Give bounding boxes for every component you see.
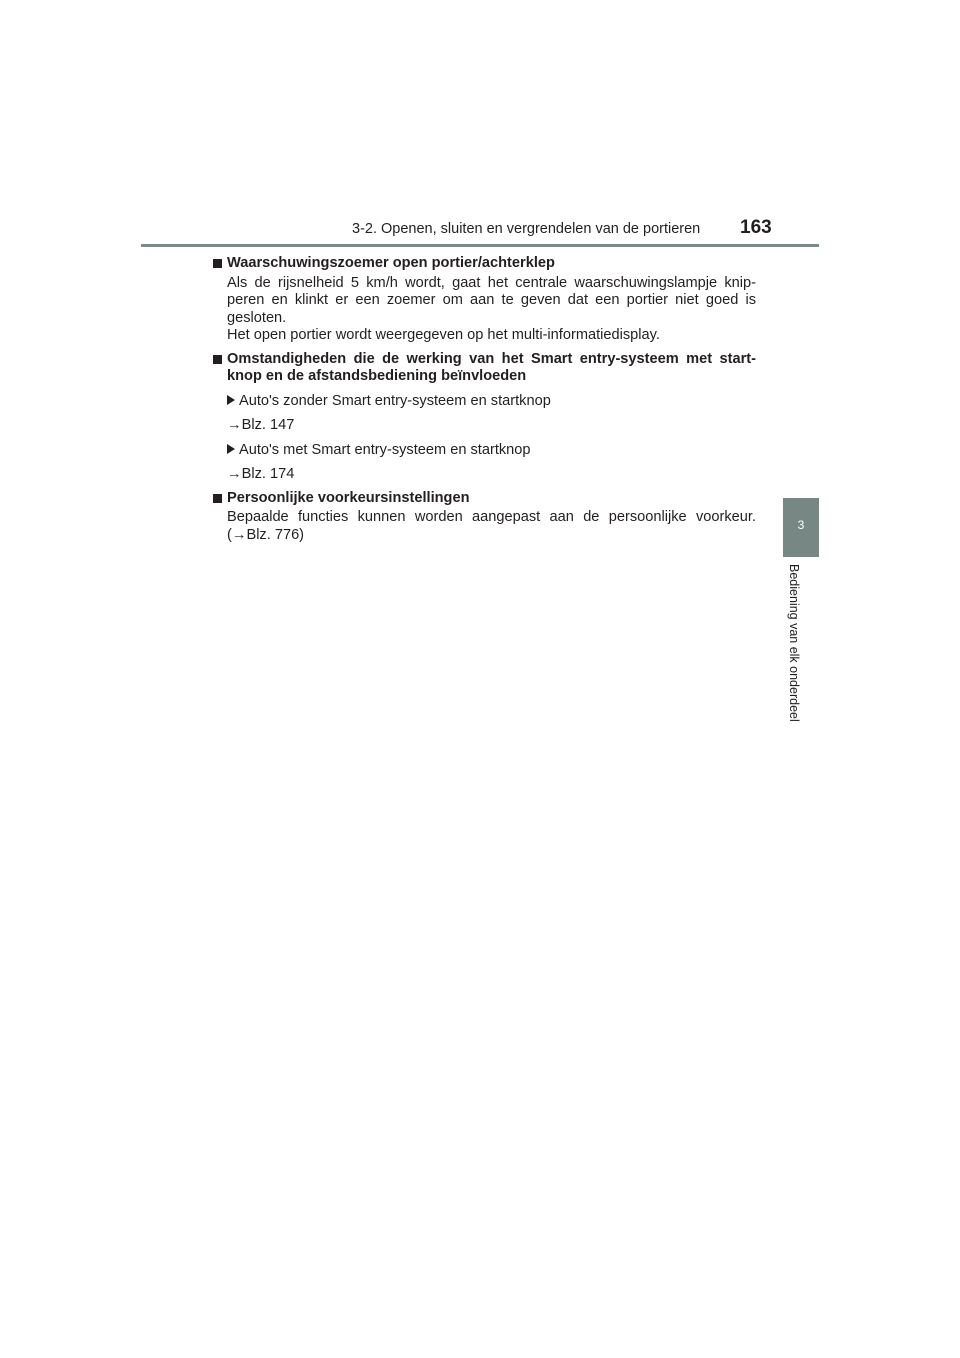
list-item: Auto's met Smart entry-systeem en startknop [227, 442, 756, 460]
section-door-warning-buzzer [211, 255, 756, 345]
triangle-bullet-icon [227, 444, 235, 454]
square-bullet-icon [213, 494, 222, 503]
page-reference-link[interactable]: →Blz. 174 [227, 466, 295, 482]
section-heading: Waarschuwingszoemer open portier/achterklep [211, 255, 756, 273]
section-heading: Omstandigheden die de werking van het Smart entry-systeem met start-knop en de afstandsbediening beïnvloeden [211, 351, 756, 386]
triangle-bullet-icon [227, 395, 235, 405]
page-content [211, 255, 756, 544]
chapter-side-label: Bediening van elk onderdeel [787, 564, 801, 722]
header-rule [141, 244, 819, 247]
chapter-tab-number: 3 [797, 518, 805, 532]
paragraph: Als de rijsnelheid 5 km/h wordt, gaat het centrale waarschuwingslampje knip-peren en klinkt er een zoemer om aan te geven dat een portier niet goed is gesloten. [227, 274, 756, 326]
list-item: Auto's zonder Smart entry-systeem en startknop [227, 393, 756, 411]
running-header-title: 3-2. Openen, sluiten en vergrendelen van de portieren [352, 221, 701, 237]
chapter-tab [783, 498, 819, 557]
page-number: 163 [740, 217, 772, 238]
square-bullet-icon [213, 259, 222, 268]
section-personal-settings [211, 490, 756, 545]
section-smart-entry-conditions [211, 351, 756, 484]
paragraph: Bepaalde functies kunnen worden aangepast aan de persoonlijke voorkeur. (→Blz. 776) [227, 509, 756, 543]
square-bullet-icon [213, 355, 222, 364]
paragraph: Het open portier wordt weergegeven op het multi-informatiedisplay. [227, 327, 660, 343]
section-heading: Persoonlijke voorkeursinstellingen [211, 490, 756, 508]
page-reference-link[interactable]: →Blz. 147 [227, 417, 295, 433]
